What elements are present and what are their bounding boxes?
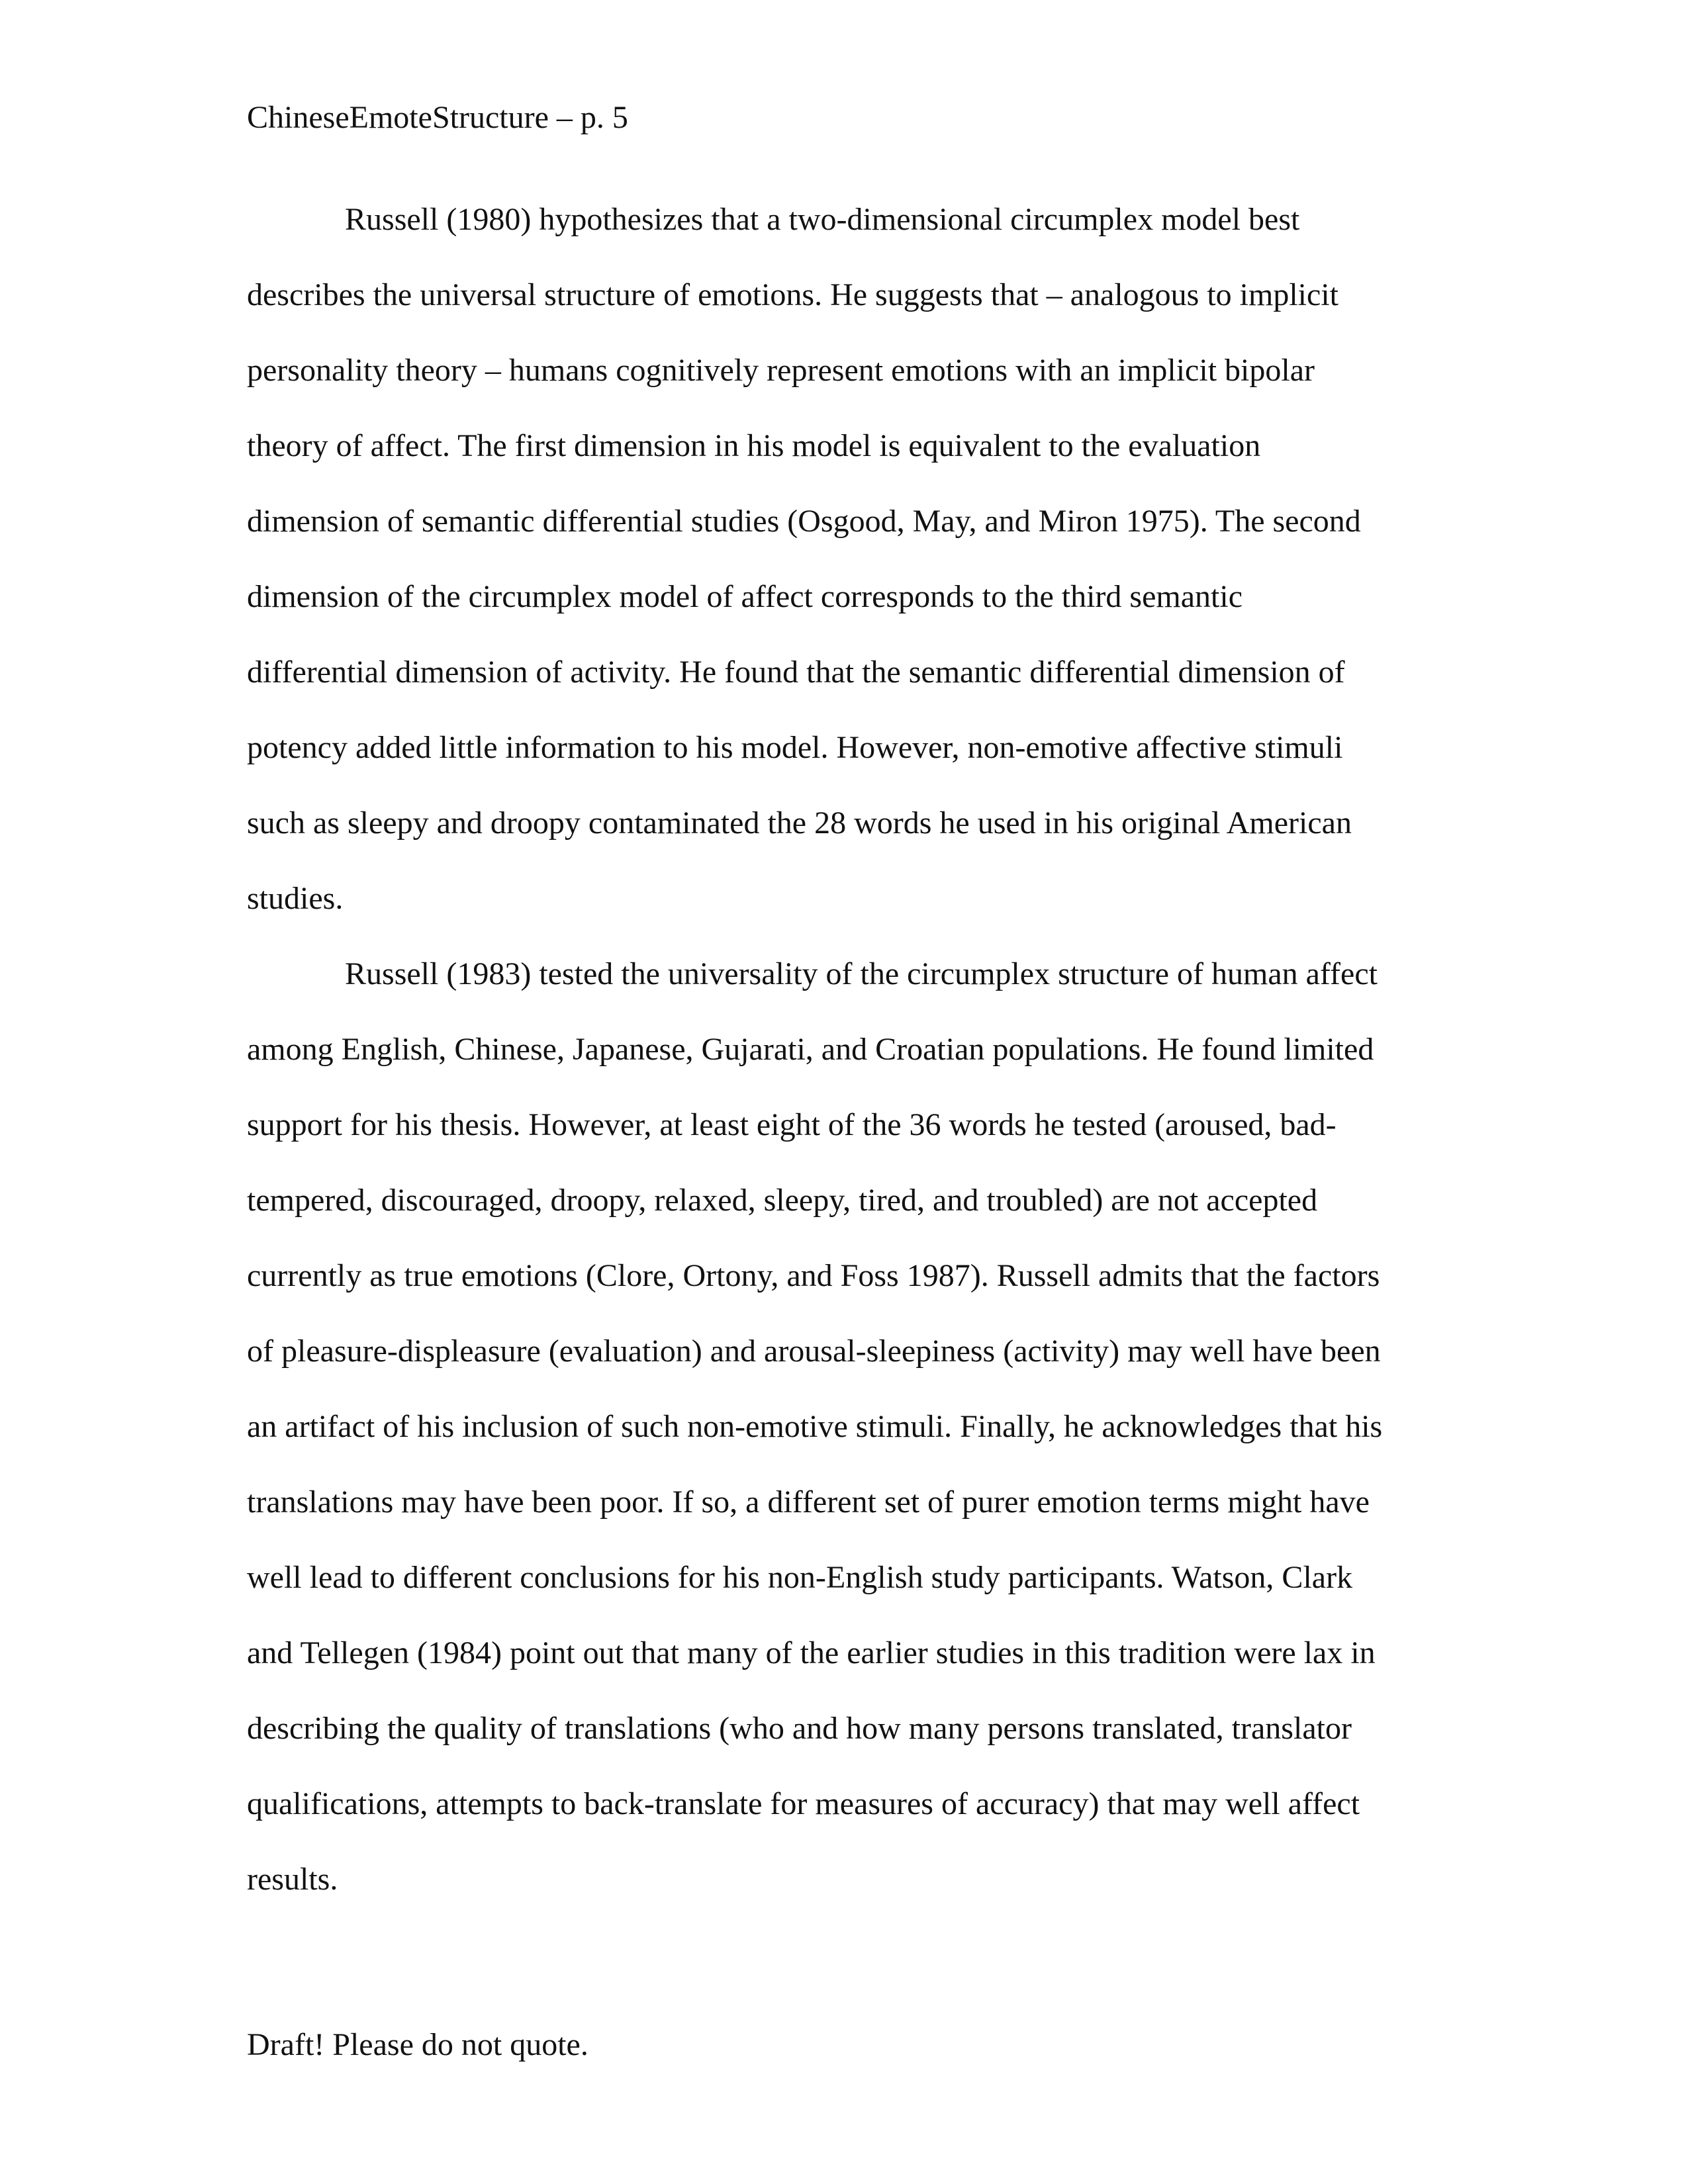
paragraph-line: an artifact of his inclusion of such non-emotive stimuli. Finally, he acknowledges that his [247,1409,1383,1444]
paragraph-line: describing the quality of translations (who and how many persons translated, translator [247,1711,1352,1746]
paragraph-line: Russell (1980) hypothesizes that a two-dimensional circumplex model best [345,202,1300,237]
running-head: ChineseEmoteStructure – p. 5 [247,100,628,135]
paragraph-line: support for his thesis. However, at least eight of the 36 words he tested (aroused, bad- [247,1107,1336,1142]
paragraph-line: describes the universal structure of emotions. He suggests that – analogous to implicit [247,277,1338,312]
paragraph-line: potency added little information to his model. However, non-emotive affective stimuli [247,730,1343,765]
paragraph-line: among English, Chinese, Japanese, Gujarati, and Croatian populations. He found limited [247,1032,1374,1067]
paragraph-line: differential dimension of activity. He found that the semantic differential dimension of [247,655,1345,690]
paragraph-line: theory of affect. The first dimension in his model is equivalent to the evaluation [247,428,1261,463]
paragraph-line: currently as true emotions (Clore, Ortony, and Foss 1987). Russell admits that the factors [247,1258,1380,1293]
paragraph-line: Russell (1983) tested the universality of the circumplex structure of human affect [345,956,1378,991]
paragraph-line: such as sleepy and droopy contaminated the 28 words he used in his original American [247,805,1352,841]
draft-footer: Draft! Please do not quote. [247,2027,588,2062]
paragraph-line: results. [247,1862,338,1897]
paragraph-line: of pleasure-displeasure (evaluation) and arousal-sleepiness (activity) may well have been [247,1334,1381,1369]
paragraph-line: studies. [247,881,344,916]
paragraph-line: qualifications, attempts to back-translate for measures of accuracy) that may well affect [247,1786,1360,1821]
paragraph-line: tempered, discouraged, droopy, relaxed, sleepy, tired, and troubled) are not accepted [247,1183,1318,1218]
paragraph-line: personality theory – humans cognitively represent emotions with an implicit bipolar [247,353,1315,388]
paragraph-line: dimension of semantic differential studies (Osgood, May, and Miron 1975). The second [247,504,1361,539]
paragraph-line: and Tellegen (1984) point out that many of the earlier studies in this tradition were lax in [247,1635,1376,1670]
paragraph-line: dimension of the circumplex model of affect corresponds to the third semantic [247,579,1243,614]
paragraph-line: well lead to different conclusions for his non-English study participants. Watson, Clark [247,1560,1353,1595]
paragraph-line: translations may have been poor. If so, a different set of purer emotion terms might have [247,1484,1370,1520]
